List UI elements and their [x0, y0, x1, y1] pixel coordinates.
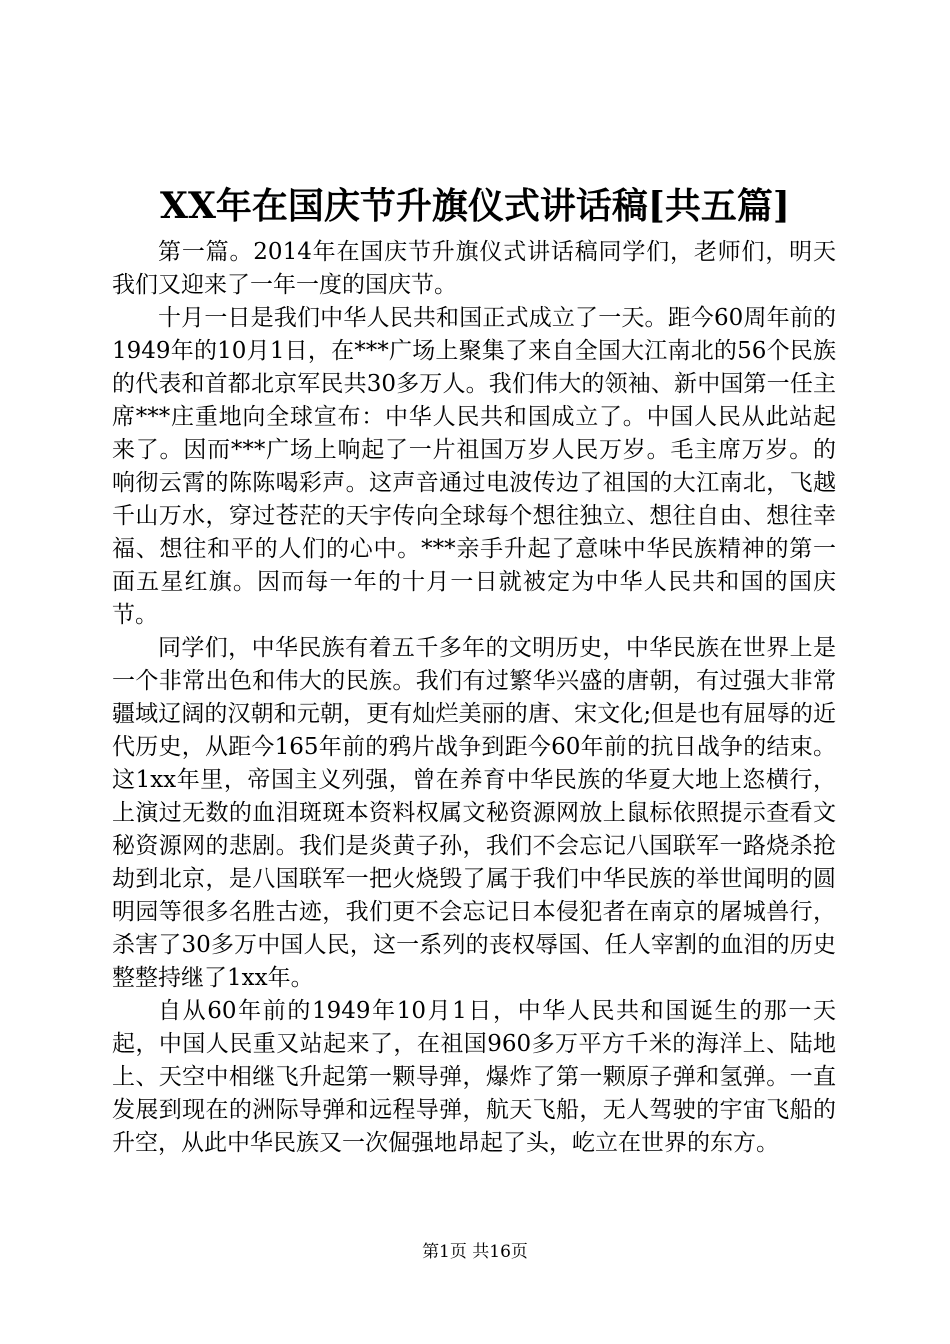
paragraph: 十月一日是我们中华人民共和国正式成立了一天。距今60周年前的1949年的10月1日，在***广场上聚集了来自全国大江南北的56个民族的代表和首都北京军民共30多万人。我们伟大的领袖、新中国第一任主席***庄重地向全球宣布：中华人民共和国成立了。中国人民从此站起来了。因而***广场上响起了一片祖国万岁人民万岁。毛主席万岁。的响彻云霄的陈陈喝彩声。这声音通过电波传边了祖国的大江南北，飞越千山万水，穿过苍茫的天宇传向全球每个想往独立、想往自由、想往幸福、想往和平的人们的心中。***亲手升起了意味中华民族精神的第一面五星红旗。因而每一年的十月一日就被定为中华人民共和国的国庆节。 [112, 305, 836, 628]
paragraph: 第一篇。2014年在国庆节升旗仪式讲话稿同学们，老师们，明天我们又迎来了一年一度的国庆节。 [112, 239, 836, 298]
page-footer: 第1页 共16页 [422, 1242, 528, 1262]
paragraph: 自从60年前的1949年10月1日，中华人民共和国诞生的那一天起，中国人民重又站起来了，在祖国960多万平方千米的海洋上、陆地上、天空中相继飞升起第一颗导弹，爆炸了第一颗原子弹和氢弹。一直发展到现在的洲际导弹和远程导弹，航天飞船，无人驾驶的宇宙飞船的升空，从此中华民族又一次倔强地昂起了头，屹立在世界的东方。 [112, 998, 836, 1156]
document-body [112, 236, 836, 1160]
document-title: XX年在国庆节升旗仪式讲话稿[共五篇] [160, 185, 790, 227]
paragraph: 同学们，中华民族有着五千多年的文明历史，中华民族在世界上是一个非常出色和伟大的民族。我们有过繁华兴盛的唐朝，有过强大非常疆域辽阔的汉朝和元朝，更有灿烂美丽的唐、宋文化;但是也有屈辱的近代历史，从距今165年前的鸦片战争到距今60年前的抗日战争的结束。这1xx年里，帝国主义列强，曾在养育中华民族的华夏大地上恣横行，上演过无数的血泪斑斑本资料权属文秘资源网放上鼠标依照提示查看文秘资源网的悲剧。我们是炎黄子孙，我们不会忘记八国联军一路烧杀抢劫到北京，是八国联军一把火烧毁了属于我们中华民族的举世闻明的圆明园等很多名胜古迹，我们更不会忘记日本侵犯者在南京的屠城兽行，杀害了30多万中国人民，这一系列的丧权辱国、任人宰割的血泪的历史整整持继了1xx年。 [112, 635, 836, 991]
